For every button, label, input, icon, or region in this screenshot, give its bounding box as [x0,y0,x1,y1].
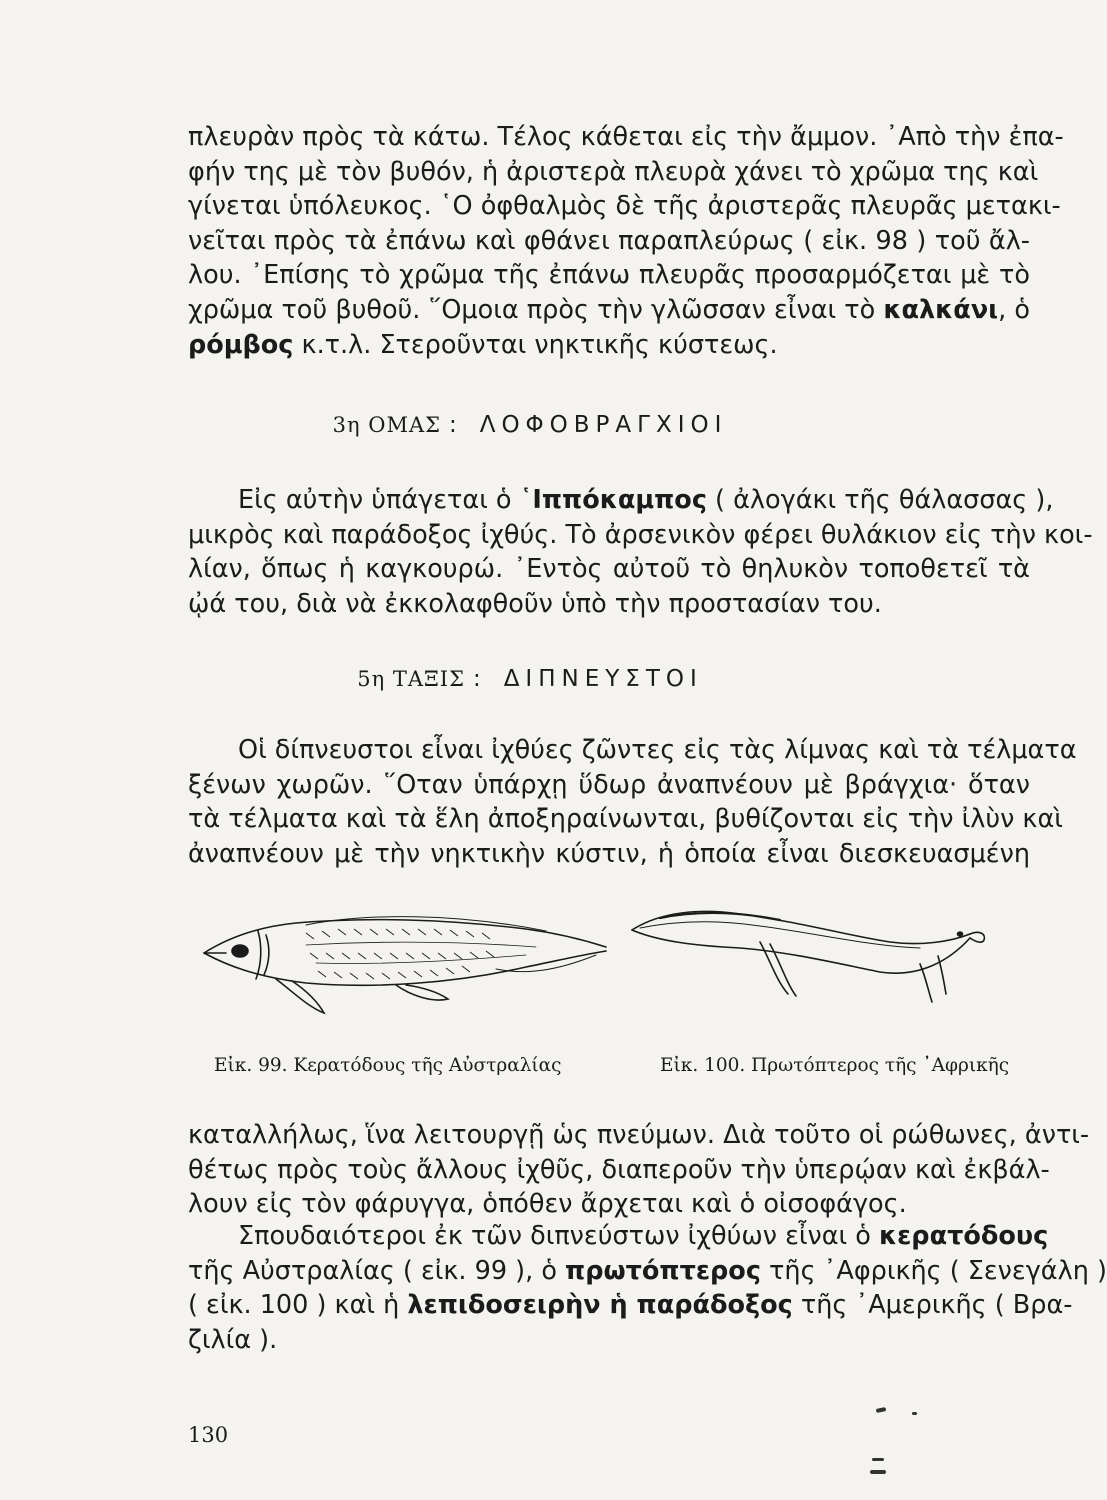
text-span: χρῶμα τοῦ βυθοῦ. ῞Ομοια πρὸς τὴν γλῶσσαν εἶναι τὸ [188,294,884,325]
text-line: νεῖται πρὸς τὰ ἐπάνω καὶ φθάνει παραπλεύρως ( εἰκ. 98 ) τοῦ ἄλ- [188,225,1030,256]
text-span: ( εἰκ. 100 ) καὶ ἡ [188,1290,408,1321]
text-line: τὰ τέλματα καὶ τὰ ἕλη ἀποξηραίνωνται, βυθίζονται εἰς τὴν ἰλὺν καὶ [188,804,1063,835]
text-line: ᾠά του, διὰ νὰ ἐκκολαφθοῦν ὑπὸ τὴν προστασίαν του. [188,588,882,619]
figure-100-caption: Εἰκ. 100. Πρωτόπτερος τῆς ᾿Αφρικῆς [660,1055,1010,1076]
bold-term-lepidosiren: λεπιδοσειρὴν ἡ παράδοξος [407,1290,793,1321]
text-span: τῆς ᾿Αφρικῆς ( Σενεγάλη ) [760,1255,1107,1286]
lungfish-protopterus-icon [620,890,1040,1020]
bold-term-protopteros: πρωτόπτερος [565,1255,761,1286]
text-line: καταλλήλως, ἵνα λειτουργῇ ὡς πνεύμων. Διὰ τοῦτο οἱ ρώθωνες, ἀντι- [188,1120,1090,1150]
bold-term-rombos: ρόμβος [188,329,294,360]
heading-title: ΔΙΠΝΕΥΣΤΟΙ [503,666,703,692]
heading-separator: : [472,666,482,692]
scan-smudge [872,1458,884,1461]
text-span: Εἰς αὐτὴν ὑπάγεται ὁ [238,485,520,515]
text-line: πλευρὰν πρὸς τὰ κάτω. Τέλος κάθεται εἰς τὴν ἄμμον. ᾿Απὸ τὴν ἐπα- [188,122,1064,152]
heading-title: ΛΟΦΟΒΡΑΓΧΙΟΙ [479,412,728,438]
paragraph-dipneustoi [188,733,1077,871]
text-line: μικρὸς καὶ παράδοξος ἰχθύς. Τὸ ἀρσενικὸν φέρει θυλάκιον εἰς τὴν κοι- [188,519,1093,550]
text-span: κ.τ.λ. Στεροῦνται νηκτικῆς κύστεως. [293,329,778,360]
lungfish-ceratodus-icon [196,895,616,1025]
heading-number: 5η ΤΑΞΙΣ [357,667,465,691]
paragraph-lung-function [188,1118,1090,1222]
text-line: ἀναπνέουν μὲ τὴν νηκτικὴν κύστιν, ἡ ὁποία εἶναι διεσκευασμένη [188,838,1030,869]
text-line [188,328,1030,363]
text-line: γίνεται ὑπόλευκος. ῾Ο ὀφθαλμὸς δὲ τῆς ἀριστερᾶς πλευρᾶς μετακι- [188,191,1061,222]
text-line [188,1219,1049,1254]
text-span: , ὁ [998,294,1030,325]
section-heading-dipneustoi [0,666,1060,692]
paragraph-important-species [188,1219,1107,1357]
text-line: λου. ᾿Επίσης τὸ χρῶμα τῆς ἐπάνω πλευρᾶς προσαρμόζεται μὲ τὸ [188,260,1030,291]
bold-term-keratodous: κερατόδους [879,1221,1049,1251]
text-span: Σπουδαιότεροι ἐκ τῶν διπνεύστων ἰχθύων εἶναι ὁ [238,1221,879,1251]
text-line: Οἱ δίπνευστοι εἶναι ἰχθύες ζῶντες εἰς τὰς λίμνας καὶ τὰ τέλματα [238,735,1077,765]
text-line [188,1254,1107,1289]
section-heading-lofovragchioi [0,412,1060,438]
bold-term-hippokampos: ῾Ιππόκαμπος [519,485,707,515]
text-line: φήν της μὲ τὸν βυθόν, ἡ ἀριστερὰ πλευρὰ χάνει τὸ χρῶμα της καὶ [188,156,1039,187]
paragraph-flatfish [188,120,1064,362]
bold-term-kalkani: καλκάνι [883,294,999,325]
scan-smudge [876,1407,887,1413]
text-line [188,1288,1073,1323]
text-line: θέτως πρὸς τοὺς ἄλλους ἰχθῦς, διαπεροῦν τὴν ὑπερῴαν καὶ ἐκβάλ- [188,1154,1050,1185]
figure-99-caption: Εἰκ. 99. Κερατόδους τῆς Αὐστραλίας [214,1055,562,1076]
scan-smudge [912,1412,917,1415]
heading-separator: : [448,412,458,438]
text-line [188,293,1030,328]
text-line: ζιλία ). [188,1324,278,1355]
text-span: ( ἀλογάκι τῆς θάλασσας ), [706,485,1054,515]
text-line [188,483,1054,518]
paragraph-hippocampus [188,483,1093,621]
text-span: τῆς ᾿Αμερικῆς ( Βρα- [792,1290,1073,1321]
scan-smudge [870,1470,886,1474]
text-span: τῆς Αὐστραλίας ( εἰκ. 99 ), ὁ [188,1255,566,1286]
page-number: 130 [188,1423,229,1447]
text-line: λουν εἰς τὸν φάρυγγα, ὁπόθεν ἄρχεται καὶ ὁ οἰσοφάγος. [188,1189,907,1220]
heading-number: 3η ΟΜΑΣ [332,413,441,437]
text-line: ξένων χωρῶν. ῞Οταν ὑπάρχῃ ὕδωρ ἀναπνέουν μὲ βράγχια· ὅταν [188,769,1030,800]
text-line: λίαν, ὅπως ἡ καγκουρώ. ᾿Εντὸς αὐτοῦ τὸ θηλυκὸν τοποθετεῖ τὰ [188,554,1030,585]
